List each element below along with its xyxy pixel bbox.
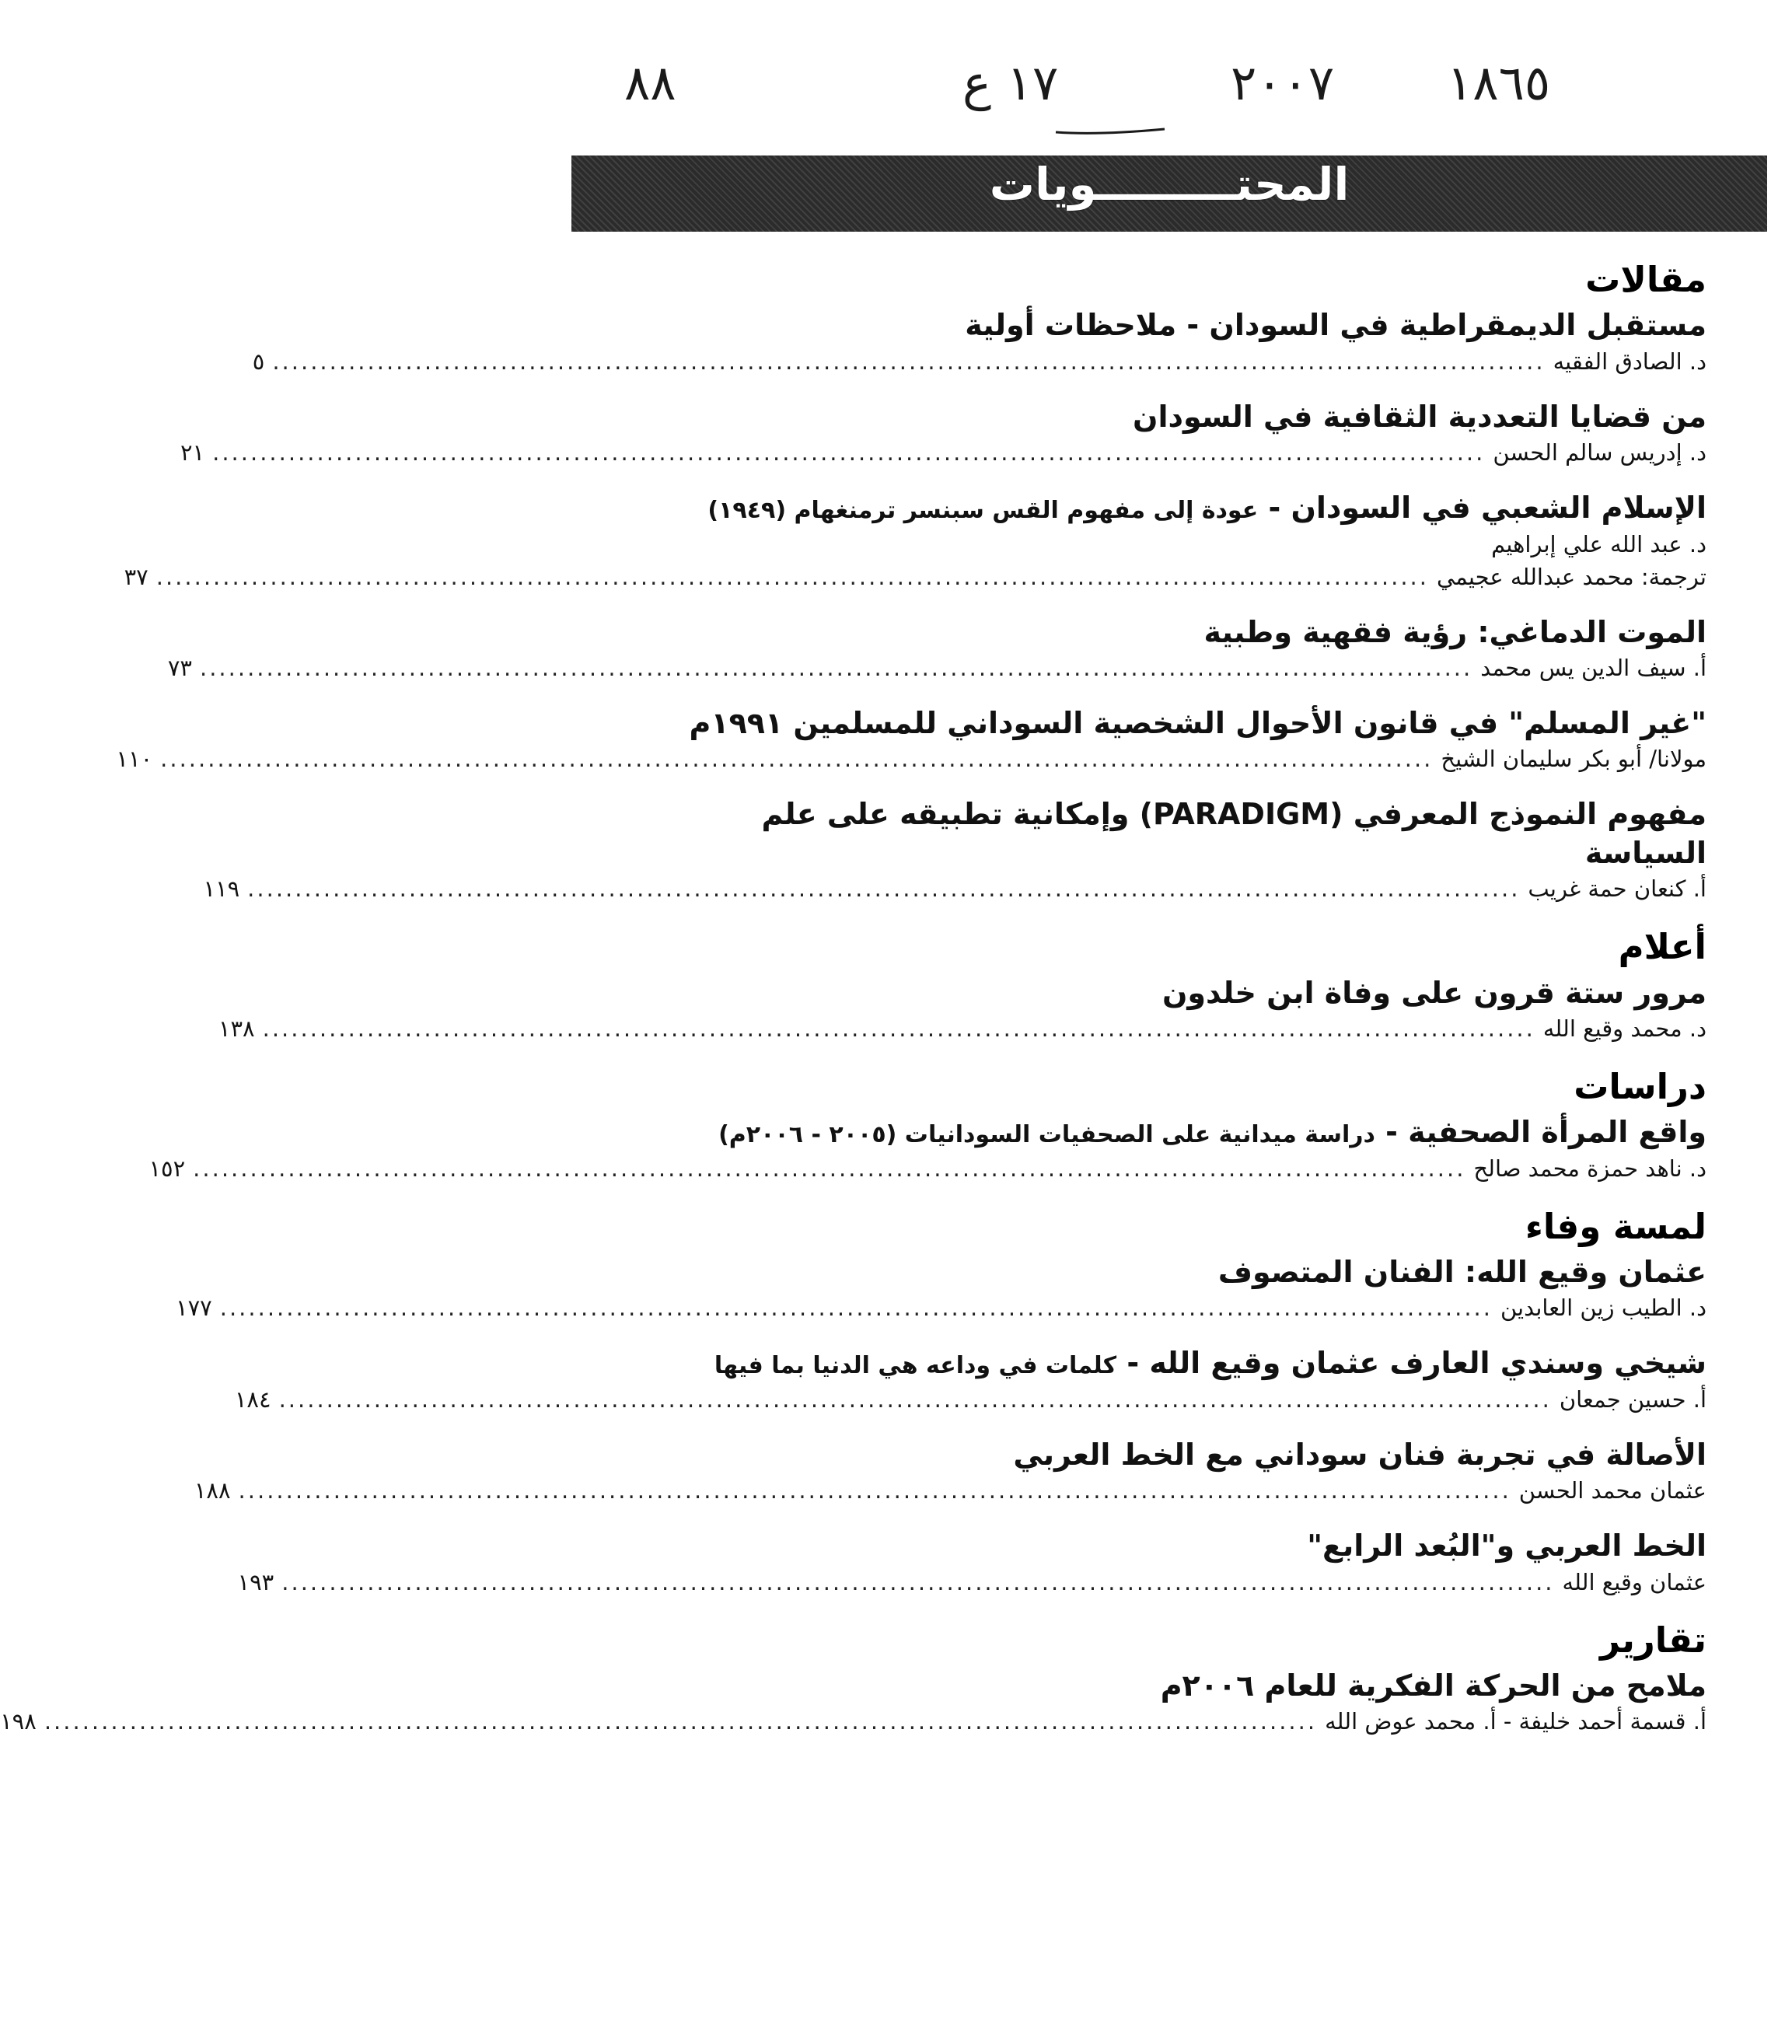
section-studies (148, 1065, 1706, 1185)
page-number: ١١٩ (203, 875, 240, 903)
dot-leader: ...................................................................................................................................... (238, 1477, 1511, 1504)
page-number: ١٩٨ (0, 1708, 37, 1735)
contents-header-bar (571, 155, 1767, 232)
section-title: دراسات (1574, 1066, 1706, 1107)
author-line (194, 1474, 1706, 1507)
section-articles (116, 258, 1706, 905)
article-subtitle: كلمات في وداعه هي الدنيا بما فيها (714, 1352, 1117, 1380)
author-name: د. ناهد حمزة محمد صالح (1473, 1155, 1706, 1182)
dot-leader: ...................................................................................................................................... (160, 746, 1434, 773)
author-name: عثمان وقيع الله (1562, 1568, 1706, 1595)
section-title: لمسة وفاء (1525, 1205, 1706, 1247)
article-title: ملامح من الحركة الفكرية للعام ٢٠٠٦م (1160, 1668, 1706, 1703)
author-line (176, 1291, 1706, 1324)
author-line (180, 436, 1706, 469)
dot-leader: ...................................................................................................................................... (193, 1155, 1466, 1182)
page-number: ١٥٢ (148, 1155, 186, 1182)
article-title (634, 1344, 1706, 1382)
section-title: مقالات (1585, 259, 1706, 300)
toc-entry[interactable] (176, 1253, 1706, 1324)
toc-entry[interactable] (237, 1527, 1706, 1598)
page-number: ١٨٨ (194, 1477, 231, 1504)
handwritten-year: ٢٠٠٧ (1231, 54, 1335, 111)
page-number: ٢١ (180, 439, 205, 466)
author-name: عثمان محمد الحسن (1518, 1477, 1706, 1504)
article-title-main: الإسلام الشعبي في السودان - (1258, 491, 1706, 526)
section-title: أعلام (1618, 926, 1706, 968)
dot-leader: ...................................................................................................................................... (247, 875, 1521, 903)
translator-name: ترجمة: محمد عبدالله عجيمي (1436, 563, 1706, 590)
toc-entry[interactable] (234, 1344, 1706, 1415)
dot-leader: ...................................................................................................................................... (212, 439, 1486, 466)
dot-leader: ...................................................................................................................................... (219, 1295, 1493, 1322)
dot-leader: ...................................................................................................................................... (155, 563, 1429, 590)
page-number: ١٣٨ (218, 1015, 255, 1042)
author-name: د. إدريس سالم الحسن (1493, 439, 1706, 466)
author-line (218, 1012, 1706, 1045)
page-number: ٧٣ (167, 655, 192, 681)
article-title: مستقبل الديمقراطية في السودان - ملاحظات أولية (965, 308, 1706, 343)
author-line (0, 1705, 1706, 1738)
dot-leader: ...................................................................................................................................... (44, 1708, 1318, 1735)
author-line (234, 1383, 1706, 1416)
page-number: ١٨٤ (234, 1385, 271, 1413)
page-number: ٣٧ (124, 563, 148, 590)
author-name: أ. قسمة أحمد خليفة - أ. محمد عوض الله (1325, 1708, 1706, 1735)
article-title: الخط العربي و"البُعد الرابع" (1307, 1529, 1706, 1564)
dot-leader: ...................................................................................................................................... (272, 348, 1546, 375)
section-title: تقارير (1600, 1619, 1706, 1661)
toc-entry[interactable] (194, 1436, 1706, 1507)
handwritten-underline (1052, 109, 1168, 140)
author-name: د. الطيب زين العابدين (1500, 1295, 1706, 1322)
toc-entry[interactable] (116, 704, 1706, 775)
page-number: ١٧٧ (176, 1295, 212, 1322)
dot-leader: ...................................................................................................................................... (278, 1385, 1552, 1413)
article-title: "غير المسلم" في قانون الأحوال الشخصية السوداني للمسلمين ١٩٩١م (689, 706, 1706, 741)
article-subtitle: عودة إلى مفهوم القس سبنسر ترمنغهام (١٩٤٩) (707, 497, 1259, 525)
page-number: ١٩٣ (237, 1568, 274, 1595)
article-title: الموت الدماغي: رؤية فقهية وطبية (1203, 614, 1706, 649)
author-name: أ. حسين جمعان (1559, 1385, 1706, 1413)
section-figures (218, 925, 1706, 1045)
author-name: د. الصادق الفقيه (1553, 348, 1706, 375)
article-title: من قضايا التعددية الثقافية في السودان (1133, 399, 1706, 434)
toc-entry[interactable] (218, 974, 1706, 1045)
handwritten-issue: ١٧ ع (962, 54, 1059, 111)
table-of-contents (0, 250, 1706, 1758)
toc-entry[interactable] (167, 613, 1706, 684)
article-title-main: واقع المرأة الصحفية - (1375, 1115, 1706, 1150)
toc-entry[interactable] (252, 306, 1706, 377)
toc-entry[interactable] (203, 795, 1706, 905)
article-title: الأصالة في تجربة فنان سوداني مع الخط العربي (1013, 1437, 1706, 1472)
author-line (148, 1152, 1706, 1185)
author-line (124, 561, 1706, 593)
handwritten-code: ١٨٦٥ (1447, 54, 1551, 111)
author-line-primary: د. عبد الله علي إبراهيم (1491, 530, 1706, 557)
dot-leader: ...................................................................................................................................... (281, 1568, 1555, 1595)
dot-leader: ...................................................................................................................................... (262, 1015, 1535, 1042)
toc-entry[interactable] (148, 1113, 1706, 1184)
article-subtitle: دراسة ميدانية على الصحفيات السودانيات (٢٠٠٥ - ٢٠٠٦م) (718, 1121, 1375, 1149)
article-title: مرور ستة قرون على وفاة ابن خلدون (1161, 975, 1706, 1010)
toc-entry[interactable] (180, 398, 1706, 469)
toc-entry[interactable] (124, 489, 1706, 592)
page-number: ٥ (252, 348, 265, 375)
author-name: د. محمد وقيع الله (1542, 1015, 1706, 1042)
page-number: ١١٠ (116, 746, 153, 773)
article-title: عثمان وقيع الله: الفنان المتصوف (1217, 1254, 1706, 1289)
page-title: المحتـــــــــويات (989, 158, 1350, 211)
article-title: مفهوم النموذج المعرفي (PARADIGM) وإمكانية تطبيقه على علم السياسة (761, 797, 1706, 870)
article-title-main: شيخي وسندي العارف عثمان وقيع الله - (1116, 1346, 1706, 1381)
toc-entry[interactable] (0, 1667, 1706, 1738)
author-line (252, 345, 1706, 378)
author-line (116, 742, 1706, 775)
section-reports (0, 1619, 1706, 1738)
author-name: مولانا/ أبو بكر سليمان الشيخ (1441, 746, 1706, 773)
author-line (237, 1566, 1706, 1599)
author-line (203, 872, 1706, 905)
handwritten-number: ٨٨ (624, 54, 676, 111)
article-title (634, 1113, 1706, 1151)
author-name: أ. سيف الدين يس محمد (1480, 655, 1706, 681)
dot-leader: ...................................................................................................................................... (199, 655, 1473, 681)
author-line (167, 652, 1706, 684)
article-title (634, 489, 1706, 527)
section-tribute (176, 1205, 1706, 1599)
author-name: أ. كنعان حمة غريب (1528, 875, 1706, 903)
